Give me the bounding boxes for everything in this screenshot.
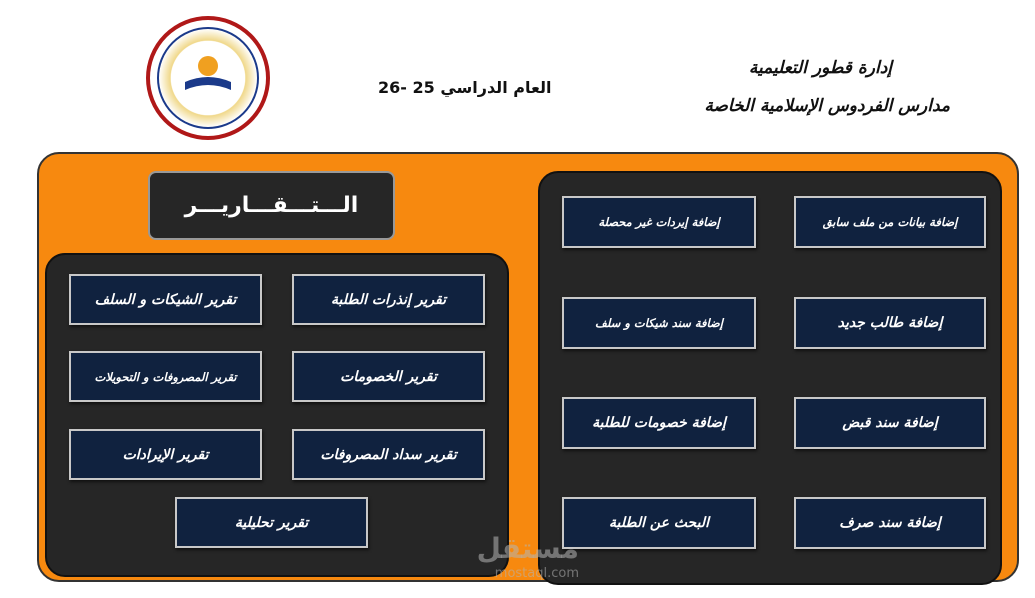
search-students-button[interactable]: البحث عن الطلبة bbox=[562, 497, 756, 549]
add-student-discounts-button[interactable]: إضافة خصومات للطلبة bbox=[562, 397, 756, 449]
reports-title: الـــتـــقـــاريـــر bbox=[148, 171, 395, 240]
discounts-report-button[interactable]: تقرير الخصومات bbox=[292, 351, 485, 402]
add-new-student-button[interactable]: إضافة طالب جديد bbox=[794, 297, 986, 349]
academic-year: العام الدراسي 25 -26 bbox=[378, 78, 552, 97]
school-logo bbox=[146, 16, 270, 140]
fees-payment-report-button[interactable]: تقرير سداد المصروفات bbox=[292, 429, 485, 480]
student-warnings-report-button[interactable]: تقرير إنذرات الطلبة bbox=[292, 274, 485, 325]
expenses-transfers-report-button[interactable]: تقرير المصروفات و التحويلات bbox=[69, 351, 262, 402]
revenues-report-button[interactable]: تقرير الإيرادات bbox=[69, 429, 262, 480]
directorate-name: إدارة قطور التعليمية bbox=[748, 58, 892, 78]
add-checks-advances-voucher-button[interactable]: إضافة سند شيكات و سلف bbox=[562, 297, 756, 349]
import-previous-file-button[interactable]: إضافة بيانات من ملف سابق bbox=[794, 196, 986, 248]
checks-advances-report-button[interactable]: تقرير الشيكات و السلف bbox=[69, 274, 262, 325]
add-receipt-voucher-button[interactable]: إضافة سند قبض bbox=[794, 397, 986, 449]
watermark-url: mostaql.com bbox=[494, 566, 579, 581]
add-uncollected-revenue-button[interactable]: إضافة إيردات غير محصلة bbox=[562, 196, 756, 248]
add-payment-voucher-button[interactable]: إضافة سند صرف bbox=[794, 497, 986, 549]
watermark: مستقل bbox=[476, 532, 579, 565]
school-name: مدارس الفردوس الإسلامية الخاصة bbox=[704, 96, 950, 116]
analytical-report-button[interactable]: تقرير تحليلية bbox=[175, 497, 368, 548]
